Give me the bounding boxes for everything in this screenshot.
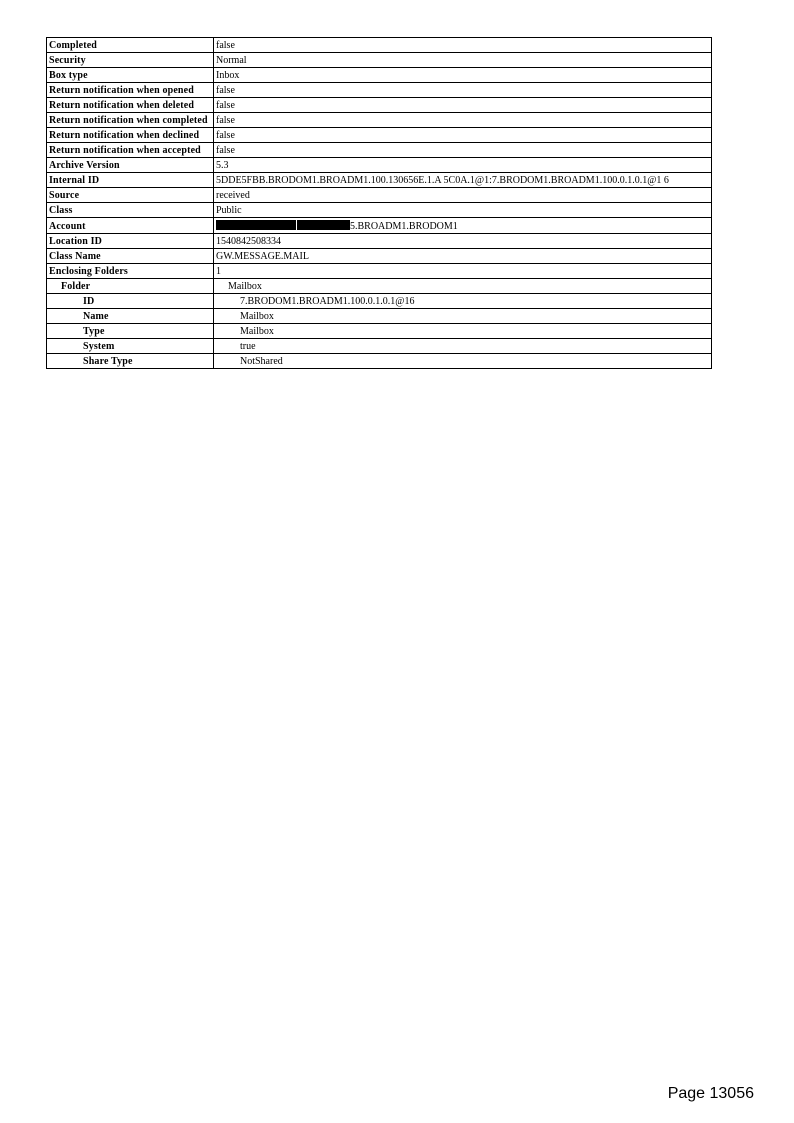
row-key-notify-accepted: Return notification when accepted [47,143,214,158]
row-key-notify-deleted: Return notification when deleted [47,98,214,113]
table-row [47,128,712,143]
table-row [47,234,712,249]
row-value-folder-type: Mailbox [214,324,712,339]
row-key-class-name: Class Name [47,249,214,264]
row-key-folder: Folder [47,279,214,294]
row-value-notify-completed: false [214,113,712,128]
table-row [47,143,712,158]
row-value-folder-share-type: NotShared [214,354,712,369]
row-value-internal-id: 5DDE5FBB.BRODOM1.BROADM1.100.130656E.1.A 5C0A.1@1:7.BRODOM1.BROADM1.100.0.1.0.1@1 6 [214,173,712,188]
row-value-notify-declined: false [214,128,712,143]
row-key-folder-name: Name [47,309,214,324]
account-visible-suffix: 5.BROADM1.BRODOM1 [350,221,458,232]
row-key-enclosing-folders: Enclosing Folders [47,264,214,279]
row-value-archive-version: 5.3 [214,158,712,173]
table-row [47,294,712,309]
row-key-source: Source [47,188,214,203]
page-number: Page 13056 [667,1085,754,1102]
row-key-folder-type: Type [47,324,214,339]
table-row [47,188,712,203]
row-key-notify-completed: Return notification when completed [47,113,214,128]
row-key-security: Security [47,53,214,68]
table-row [47,279,712,294]
row-key-folder-system: System [47,339,214,354]
row-value-account [214,218,712,234]
row-value-completed: false [214,38,712,53]
table-row [47,203,712,218]
table-row [47,218,712,234]
table-row [47,113,712,128]
row-key-archive-version: Archive Version [47,158,214,173]
redaction-block [216,220,296,230]
row-value-folder: Mailbox [214,279,712,294]
row-value-folder-name: Mailbox [214,309,712,324]
row-key-class: Class [47,203,214,218]
row-value-notify-opened: false [214,83,712,98]
row-key-internal-id: Internal ID [47,173,214,188]
table-row [47,83,712,98]
table-row [47,173,712,188]
table-row [47,98,712,113]
table-row [47,339,712,354]
row-key-completed: Completed [47,38,214,53]
row-value-security: Normal [214,53,712,68]
table-row [47,324,712,339]
redaction-block [297,220,350,230]
row-value-location-id: 1540842508334 [214,234,712,249]
row-value-notify-accepted: false [214,143,712,158]
table-row [47,158,712,173]
properties-table [46,37,712,369]
table-row [47,68,712,83]
table-row [47,249,712,264]
row-key-account: Account [47,218,214,234]
row-value-class: Public [214,203,712,218]
row-value-enclosing-folders: 1 [214,264,712,279]
row-key-notify-opened: Return notification when opened [47,83,214,98]
table-row [47,264,712,279]
row-key-box-type: Box type [47,68,214,83]
row-value-notify-deleted: false [214,98,712,113]
table-row [47,354,712,369]
row-key-location-id: Location ID [47,234,214,249]
row-value-folder-id: 7.BRODOM1.BROADM1.100.0.1.0.1@16 [214,294,712,309]
row-value-source: received [214,188,712,203]
table-row [47,53,712,68]
row-value-folder-system: true [214,339,712,354]
row-key-folder-id: ID [47,294,214,309]
row-value-box-type: Inbox [214,68,712,83]
row-key-folder-share-type: Share Type [47,354,214,369]
table-row [47,38,712,53]
row-key-notify-declined: Return notification when declined [47,128,214,143]
table-row [47,309,712,324]
row-value-class-name: GW.MESSAGE.MAIL [214,249,712,264]
